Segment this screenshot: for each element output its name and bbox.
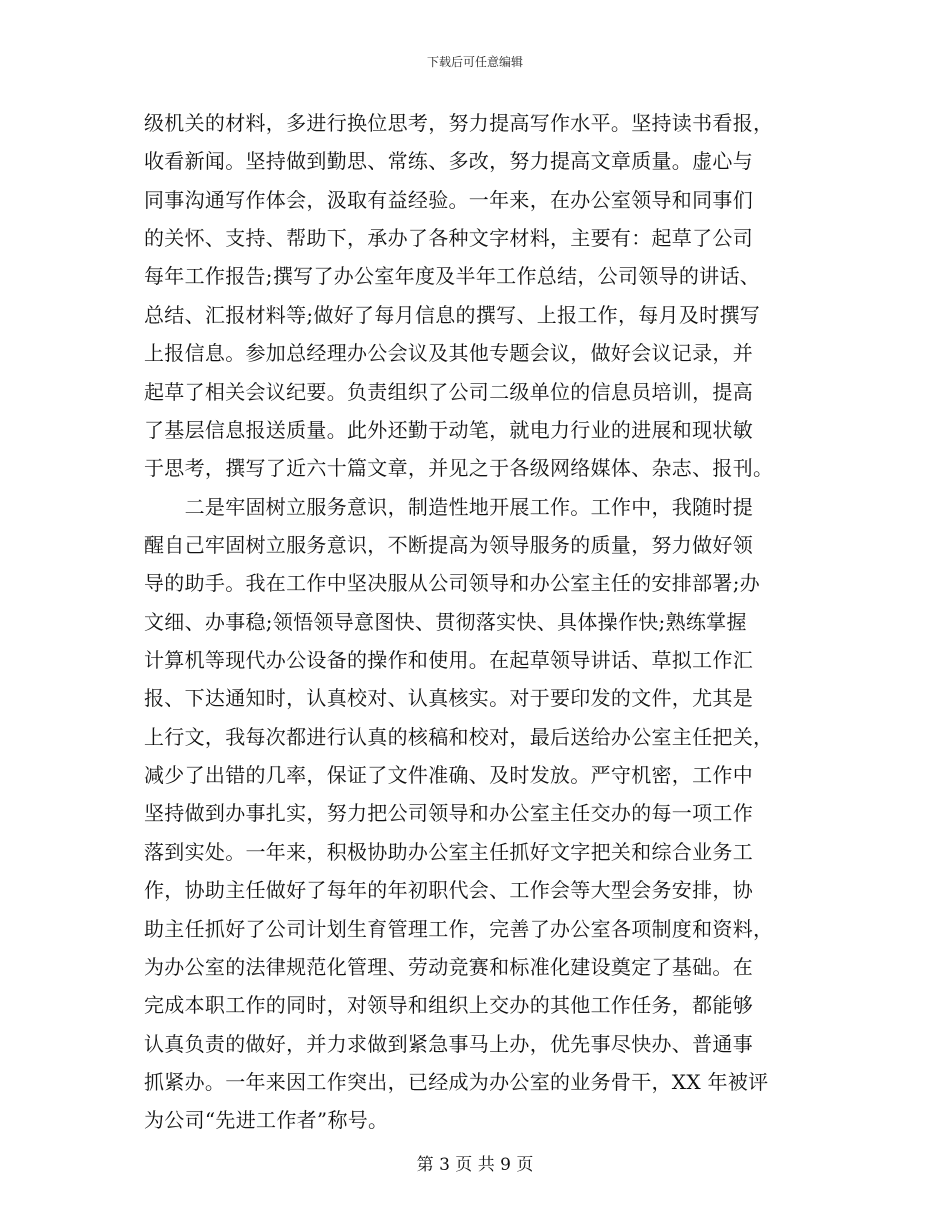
body-line: 坚持做到办事扎实，努力把公司领导和办公室主任交办的每一项工作 (144, 801, 753, 826)
body-line: 完成本职工作的同时，对领导和组织上交办的其他工作任务，都能够 (144, 993, 753, 1018)
body-line: 了基层信息报送质量。此外还勤于动笔，就电力行业的进展和现状敏 (144, 417, 753, 442)
body-line: 为办公室的法律规范化管理、劳动竞赛和标准化建设奠定了基础。在 (144, 954, 753, 979)
body-line: 起草了相关会议纪要。负责组织了公司二级单位的信息员培训，提高 (144, 379, 753, 404)
body-line: 减少了出错的几率，保证了文件准确、及时发放。严守机密，工作中 (144, 763, 753, 788)
body-line: 上行文，我每次都进行认真的核稿和校对，最后送给办公室主任把关， (144, 724, 774, 749)
body-line: 导的助手。我在工作中坚决服从公司领导和办公室主任的安排部署;办 (144, 571, 761, 596)
body-line: 助主任抓好了公司计划生育管理工作，完善了办公室各项制度和资料， (144, 916, 774, 941)
body-line: 总结、汇报材料等;做好了每月信息的撰写、上报工作，每月及时撰写 (144, 302, 761, 327)
body-line: 收看新闻。坚持做到勤思、常练、多改，努力提高文章质量。虚心与 (144, 149, 753, 174)
body-line: 认真负责的做好，并力求做到紧急事马上办，优先事尽快办、普通事 (144, 1031, 753, 1056)
body-line: 报、下达通知时，认真校对、认真核实。对于要印发的文件，尤其是 (144, 686, 753, 711)
page-header: 下载后可任意编辑 (426, 55, 523, 69)
body-line: 抓紧办。一年来因工作突出，已经成为办公室的业务骨干，XX 年被评 (144, 1069, 769, 1094)
body-line: 计算机等现代办公设备的操作和使用。在起草领导讲话、草拟工作汇 (144, 648, 753, 673)
body-line: 同事沟通写作体会，汲取有益经验。一年来，在办公室领导和同事们 (144, 187, 753, 212)
body-line: 为公司“先进工作者”称号。 (144, 1108, 389, 1133)
body-line: 醒自己牢固树立服务意识，不断提高为领导服务的质量，努力做好领 (144, 532, 753, 557)
body-line: 文细、办事稳;领悟领导意图快、贯彻落实快、具体操作快;熟练掌握 (144, 609, 747, 634)
body-line: 落到实处。一年来，积极协助办公室主任抓好文字把关和综合业务工 (144, 839, 753, 864)
body-line: 上报信息。参加总经理办公会议及其他专题会议，做好会议记录，并 (144, 341, 753, 366)
document-body (144, 104, 810, 1140)
paragraph-start-line: 二是牢固树立服务意识，制造性地开展工作。工作中，我随时提 (144, 494, 753, 519)
body-line: 的关怀、支持、帮助下，承办了各种文字材料，主要有：起草了公司 (144, 226, 753, 251)
body-line: 每年工作报告;撰写了办公室年度及半年工作总结，公司领导的讲话、 (144, 264, 761, 289)
body-line: 于思考，撰写了近六十篇文章，并见之于各级网络媒体、杂志、报刊。 (144, 456, 774, 481)
body-line: 级机关的材料，多进行换位思考，努力提高写作水平。坚持读书看报， (144, 111, 774, 135)
page-number: 第 3 页 共 9 页 (416, 1155, 534, 1175)
body-line: 作，协助主任做好了每年的年初职代会、工作会等大型会务安排，协 (144, 878, 753, 903)
